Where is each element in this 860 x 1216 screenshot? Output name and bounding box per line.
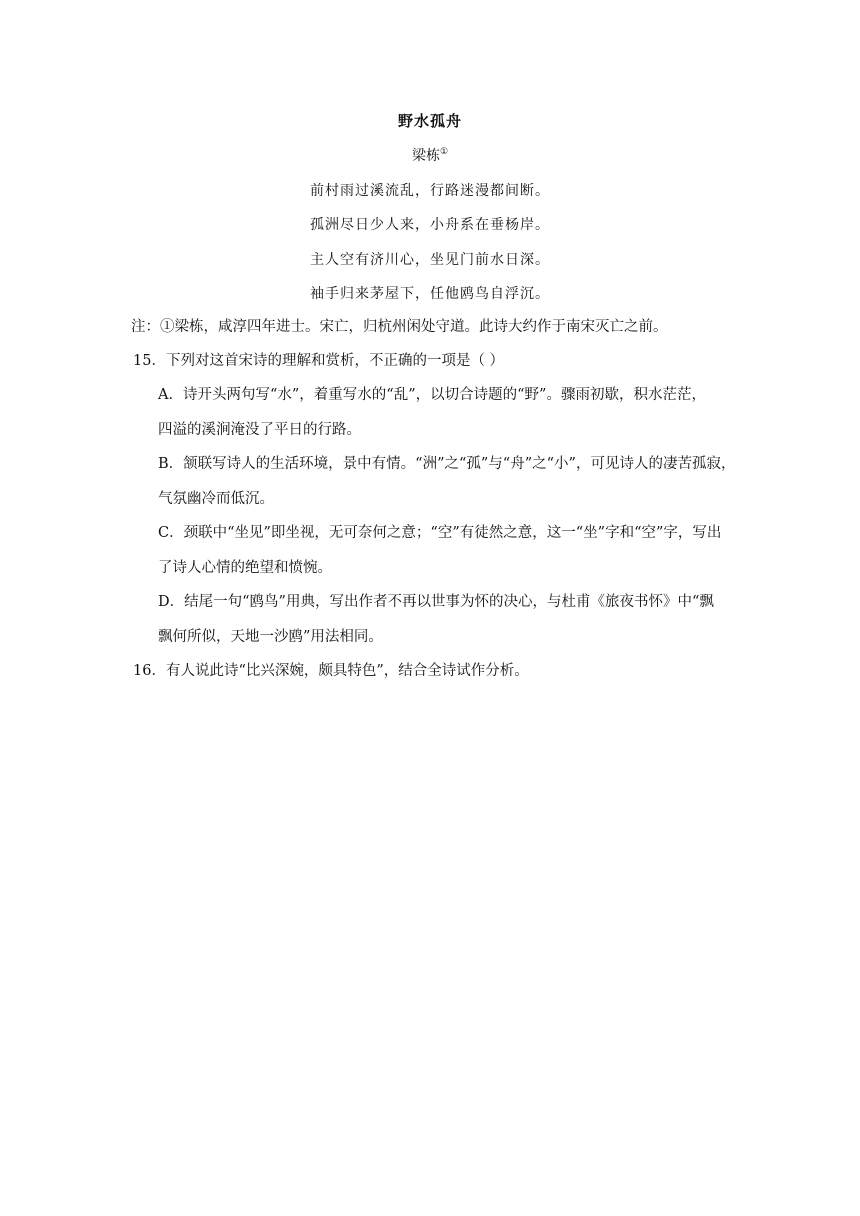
question-15-stem: 15．下列对这首宋诗的理解和赏析，不正确的一项是（ ） [133,353,505,369]
poem-line-2: 孤洲尽日少人来，小舟系在垂杨岸。 [310,217,550,233]
poem-footnote: 注：①梁栋，咸淳四年进士。宋亡，归杭州闲处守道。此诗大约作于南宋灭亡之前。 [131,319,668,335]
question-15-option-c-cont: 了诗人心情的绝望和愤惋。 [158,560,332,576]
question-15-option-a-cont: 四溢的溪涧淹没了平日的行路。 [158,422,361,438]
question-15-option-c: C．颈联中“坐见”即坐视，无可奈何之意；“空”有徒然之意，这一“坐”字和“空”字，写出 [158,525,722,541]
poem-title: 野水孤舟 [397,112,462,130]
question-16-stem: 16．有人说此诗“比兴深婉，颇具特色”，结合全诗试作分析。 [133,663,529,679]
footnote-marker: ① [439,147,449,157]
poem-author: 梁栋 [411,148,440,164]
poem-line-1: 前村雨过溪流乱，行路迷漫都间断。 [310,183,550,199]
poem-author-line [0,145,860,165]
question-15-option-d: D．结尾一句“鸥鸟”用典，写出作者不再以世事为怀的决心，与杜甫《旅夜书怀》中“飘 [158,594,714,610]
poem-line-3: 主人空有济川心，坐见门前水日深。 [310,252,550,268]
question-15-option-b: B．颔联写诗人的生活环境，景中有情。“洲”之“孤”与“舟”之“小”，可见诗人的凄苦孤寂， [158,456,736,472]
question-15-option-d-cont: 飘何所似，天地一沙鸥”用法相同。 [158,629,383,645]
question-15-option-a: A．诗开头两句写“水”，着重写水的“乱”，以切合诗题的“野”。骤雨初歇，积水茫茫， [158,387,706,403]
poem-line-4: 袖手归来茅屋下，任他鸥鸟自浮沉。 [310,286,550,302]
question-15-option-b-cont: 气氛幽冷而低沉。 [158,491,274,507]
